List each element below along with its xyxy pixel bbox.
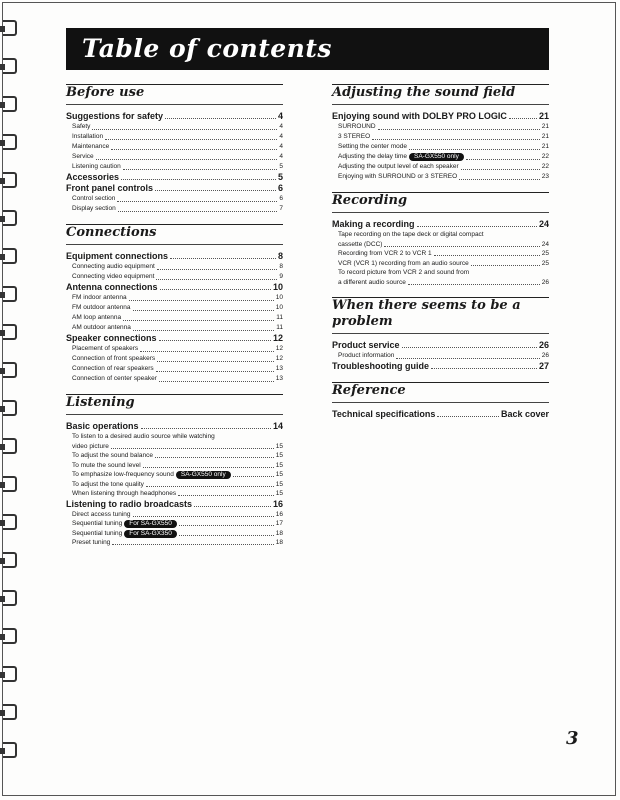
toc-entry[interactable]: Equipment connections 8 (66, 251, 283, 261)
toc-subentry-line: To listen to a desired audio source while watching (72, 433, 215, 440)
toc-subentry[interactable]: Preset tuning 18 (72, 539, 283, 546)
toc-subentry[interactable]: Enjoying with SURROUND or 3 STEREO 23 (338, 173, 549, 180)
toc-subentry[interactable]: AM outdoor antenna 11 (72, 324, 283, 331)
binding-ring (3, 20, 17, 36)
binding-ring (3, 400, 17, 416)
toc-subentry[interactable]: To adjust the tone quality 15 (72, 480, 283, 488)
binding-ring (3, 210, 17, 226)
toc-subentry[interactable]: Service 4 (72, 153, 283, 160)
section-reference (332, 382, 549, 420)
section-heading: Listening (66, 395, 135, 410)
toc-subentry[interactable]: Sequential tuning For SA-GX550 17 (72, 520, 283, 527)
section-heading: Before use (66, 85, 145, 100)
title-banner (66, 28, 549, 70)
toc-subentry[interactable]: When listening through headphones 15 (72, 490, 283, 497)
toc-subentry[interactable]: Installation 4 (72, 133, 283, 140)
section-heading: When there seems to be a problem (332, 298, 521, 329)
toc-subentry[interactable]: To adjust the sound balance 15 (72, 452, 283, 459)
binding-ring (3, 476, 17, 492)
toc-entry[interactable]: Antenna connections 10 (66, 282, 283, 292)
section-sound-field (332, 84, 549, 182)
section-heading: Adjusting the sound field (332, 85, 516, 100)
toc-subentry[interactable]: Connection of rear speakers 13 (72, 365, 283, 372)
binding-ring (3, 286, 17, 302)
binding-ring (3, 514, 17, 530)
toc-subentry[interactable]: Safety 4 (72, 123, 283, 130)
toc-entry[interactable]: Front panel controls 6 (66, 183, 283, 193)
section-listening (66, 394, 283, 548)
binding-ring (3, 58, 17, 74)
section-connections (66, 224, 283, 384)
page-title: Table of contents (82, 34, 332, 63)
toc-subentry[interactable]: Control section 6 (72, 195, 283, 202)
toc-subentry[interactable]: Direct access tuning 16 (72, 510, 283, 518)
toc-subentry[interactable]: Product information 26 (338, 352, 549, 359)
toc-entry[interactable]: Speaker connections 12 (66, 333, 283, 343)
binding-ring (3, 666, 17, 682)
toc-subentry[interactable]: Sequential tuning For SA-GX350 18 (72, 529, 283, 537)
section-heading: Connections (66, 225, 157, 240)
toc-subentry[interactable]: Adjusting the delay time SA-GX550 only 22 (338, 153, 549, 160)
toc-entry[interactable]: Product service 26 (332, 340, 549, 350)
toc-subentry[interactable]: To mute the sound level 15 (72, 461, 283, 469)
binding-ring (3, 628, 17, 644)
model-badge: SA-GX550 only (409, 153, 464, 161)
toc-subentry[interactable]: VCR (VCR 1) recording from an audio source 25 (338, 259, 549, 267)
toc-subentry[interactable]: cassette (DCC) 24 (338, 240, 549, 248)
toc-subentry[interactable]: To emphasize low-frequency sound SA-GX550 only 15 (72, 471, 283, 478)
binding-ring (3, 704, 17, 720)
toc-subentry[interactable]: Adjusting the output level of each speaker 22 (338, 163, 549, 170)
section-problem (332, 297, 549, 372)
left-column (66, 84, 283, 548)
toc-subentry[interactable]: Listening caution 5 (72, 163, 283, 170)
binding-ring (3, 248, 17, 264)
section-heading: Recording (332, 193, 408, 208)
toc-entry[interactable]: Enjoying sound with DOLBY PRO LOGIC 21 (332, 111, 549, 121)
toc-subentry[interactable]: Connection of front speakers 12 (72, 355, 283, 362)
binding-ring (3, 438, 17, 454)
toc-subentry[interactable]: Setting the center mode 21 (338, 143, 549, 150)
model-badge: SA-GX550 only (176, 471, 231, 479)
toc-entry[interactable]: Technical specifications Back cover (332, 409, 549, 419)
model-badge: For SA-GX550 (124, 520, 177, 528)
toc-subentry[interactable]: AM loop antenna 11 (72, 314, 283, 321)
binding-ring (3, 134, 17, 150)
toc-subentry[interactable]: FM outdoor antenna 10 (72, 304, 283, 311)
binding-ring (3, 324, 17, 340)
binding-ring (3, 172, 17, 188)
toc-entry[interactable]: Troubleshooting guide 27 (332, 361, 549, 371)
section-before-use (66, 84, 283, 214)
toc-subentry[interactable]: 3 STEREO 21 (338, 133, 549, 140)
toc-subentry[interactable]: FM indoor antenna 10 (72, 294, 283, 301)
page-number: 3 (566, 728, 579, 749)
toc-subentry[interactable]: Maintenance 4 (72, 143, 283, 150)
binding-ring (3, 552, 17, 568)
toc-subentry[interactable]: SURROUND 21 (338, 123, 549, 130)
toc-subentry-line: Tape recording on the tape deck or digital compact (338, 231, 484, 238)
binding-ring (3, 742, 17, 758)
binding-ring (3, 96, 17, 112)
binding-ring (3, 590, 17, 606)
toc-subentry[interactable]: Connecting video equipment 9 (72, 273, 283, 280)
model-badge: For SA-GX350 (124, 530, 177, 538)
toc-subentry[interactable]: a different audio source 26 (338, 278, 549, 286)
toc-subentry-line: To record picture from VCR 2 and sound from (338, 269, 470, 276)
toc-subentry[interactable]: video picture 15 (72, 442, 283, 450)
section-heading: Reference (332, 383, 406, 398)
toc-subentry[interactable]: Display section 7 (72, 205, 283, 212)
toc-entry[interactable]: Listening to radio broadcasts 16 (66, 498, 283, 509)
toc-entry[interactable]: Accessories 5 (66, 172, 283, 182)
toc-entry[interactable]: Basic operations 14 (66, 421, 283, 431)
binding-ring (3, 362, 17, 378)
toc-subentry[interactable]: Connection of center speaker 13 (72, 375, 283, 382)
right-column (332, 84, 549, 420)
toc-entry[interactable]: Suggestions for safety 4 (66, 111, 283, 121)
toc-subentry[interactable]: Recording from VCR 2 to VCR 1 25 (338, 250, 549, 257)
toc-subentry[interactable]: Placement of speakers 12 (72, 345, 283, 352)
toc-subentry[interactable]: Connecting audio equipment 8 (72, 263, 283, 270)
toc-entry[interactable]: Making a recording 24 (332, 219, 549, 229)
section-recording (332, 192, 549, 287)
